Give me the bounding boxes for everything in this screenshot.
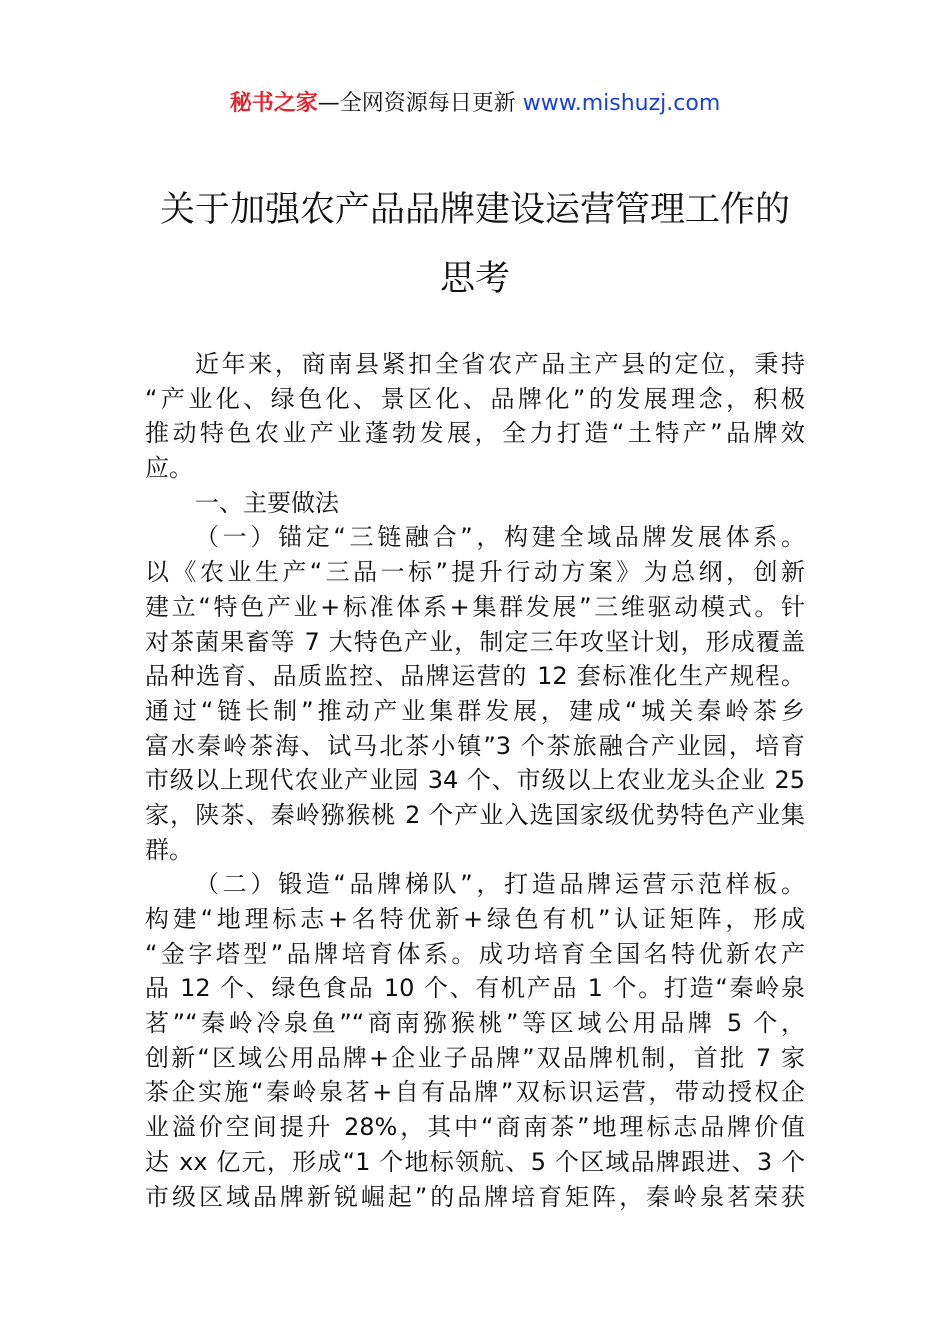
text-line: （二）锻造“品牌梯队”，打造品牌运营示范样板。 [195, 870, 805, 899]
text-line: （一）锚定“三链融合”，构建全域品牌发展体系。 [195, 523, 805, 552]
document-title-line-1: 关于加强农产品品牌建设运营管理工作的 [159, 190, 790, 230]
text-line: 建立“特色产业+标准体系+集群发展”三维驱动模式。针 [145, 592, 805, 621]
text-line: 创新“区域公用品牌+企业子品牌”双品牌机制，首批 7 家 [145, 1043, 805, 1072]
site-header [0, 88, 950, 120]
site-slogan: —全网资源每日更新 [317, 91, 523, 116]
site-brand: 秘书之家 [229, 91, 318, 116]
text-line: 应。 [145, 454, 193, 483]
text-line: “金字塔型”品牌培育体系。成功培育全国名特优新农产 [145, 939, 805, 968]
text-line: 一、主要做法 [195, 488, 339, 517]
text-line: 推动特色农业产业蓬勃发展，全力打造“土特产”品牌效 [145, 419, 805, 448]
text-line: 以《农业生产“三品一标”提升行动方案》为总纲，创新 [145, 558, 805, 587]
text-line: 品 12 个、绿色食品 10 个、有机产品 1 个。打造“秦岭泉 [145, 974, 805, 1003]
text-line: 通过“链长制”推动产业集群发展，建成“城关秦岭茶乡 [145, 696, 805, 725]
text-line: 近年来，商南县紧扣全省农产品主产县的定位，秉持 [195, 350, 805, 378]
text-line: 茶企实施“秦岭泉茗+自有品牌”双标识运营，带动授权企 [145, 1078, 805, 1107]
text-line: 市级以上现代农业产业园 34 个、市级以上农业龙头企业 25 [145, 766, 805, 795]
text-line: 业溢价空间提升 28%，其中“商南茶”地理标志品牌价值 [145, 1113, 805, 1142]
text-line: 构建“地理标志+名特优新+绿色有机”认证矩阵，形成 [145, 905, 805, 933]
text-line: 市级区域品牌新锐崛起”的品牌培育矩阵，秦岭泉茗荣获 [145, 1182, 805, 1211]
text-line: 群。 [145, 835, 193, 864]
document-body [145, 347, 805, 1214]
text-line: 茗”“秦岭冷泉鱼”“商南猕猴桃”等区域公用品牌 5 个， [145, 1009, 805, 1038]
text-line: 富水秦岭茶海、试马北茶小镇”3 个茶旅融合产业园，培育 [145, 731, 805, 760]
site-url-link[interactable]: www.mishuzj.com [522, 91, 721, 116]
text-line: 达 xx 亿元，形成“1 个地标领航、5 个区域品牌跟进、3 个 [145, 1147, 805, 1176]
text-line: 对茶菌果畜等 7 大特色产业，制定三年攻坚计划，形成覆盖 [145, 627, 805, 656]
text-line: “产业化、绿色化、景区化、品牌化”的发展理念，积极 [145, 384, 805, 413]
text-line: 家，陕茶、秦岭猕猴桃 2 个产业入选国家级优势特色产业集 [145, 800, 805, 829]
document-title-line-2: 思考 [439, 259, 510, 299]
text-line: 品种选育、品质监控、品牌运营的 12 套标准化生产规程。 [145, 662, 805, 691]
